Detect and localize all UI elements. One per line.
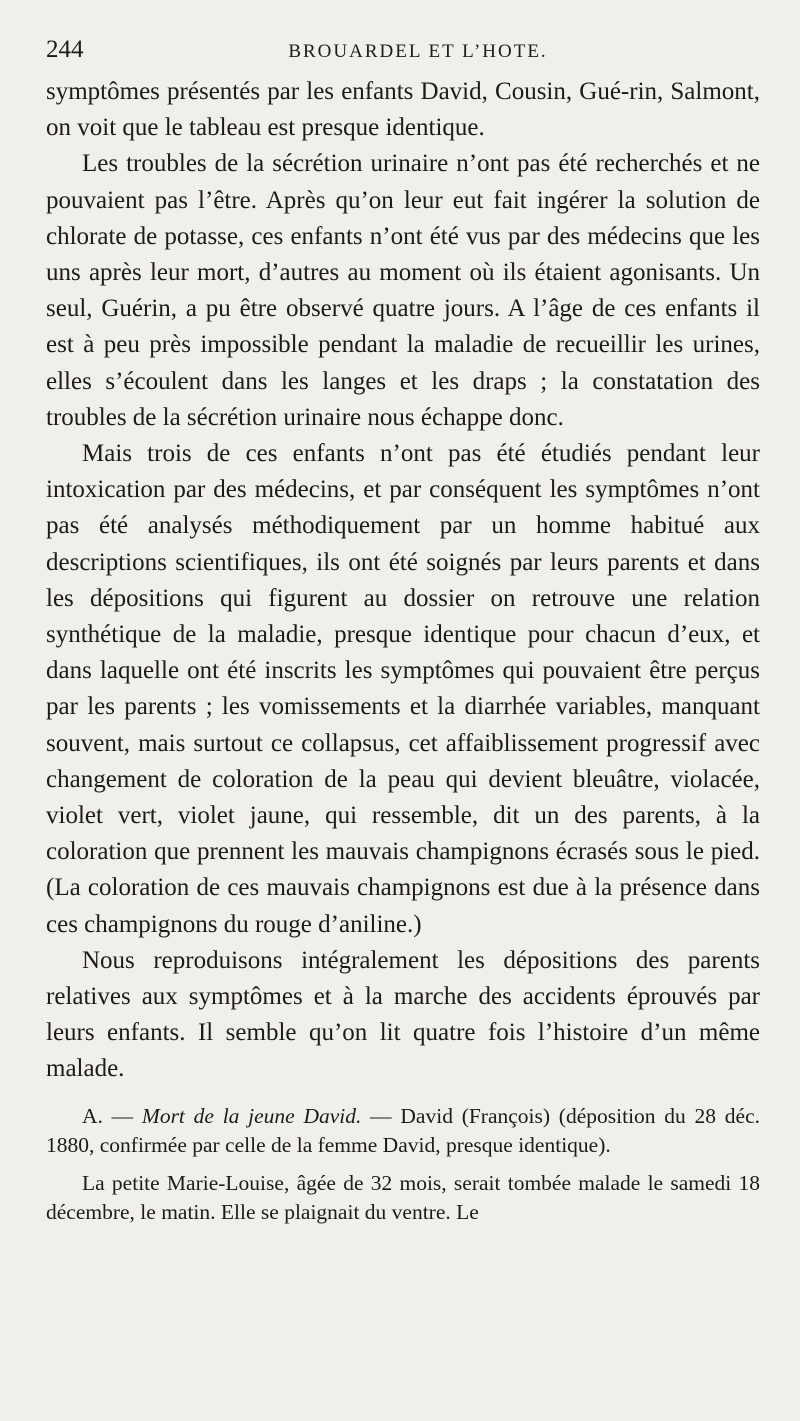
running-head: BROUARDEL ET L’HOTE. xyxy=(288,41,548,62)
paragraph-1: symptômes présentés par les enfants David, Cousin, Gué-rin, Salmont, on voit que le tableau est presque identique. xyxy=(46,78,760,142)
paragraph-4: Nous reproduisons intégralement les dépositions des parents relatives aux symptômes et à la marche des accidents éprouvés par leurs enfants. Il semble qu’on lit quatre fois l’histoire d’un même malade. xyxy=(46,946,760,1083)
section-a-label: A. — xyxy=(82,1103,134,1128)
section-a-heading xyxy=(46,1102,760,1160)
paragraph-2: Les troubles de la sécrétion urinaire n’ont pas été recherchés et ne pouvaient pas l’être. Après qu’on leur eut fait ingérer la solution de chlorate de potasse, ces enfants n’ont été vus par des médecins que les uns après leur mort, d’autres au moment où ils étaient agonisants. Un seul, Guérin, a pu être observé quatre jours. A l’âge de ces enfants il est à peu près impossible pendant la maladie de recueillir les urines, elles s’écoulent dans les langes et les draps ; la constatation des troubles de la sécrétion urinaire nous échappe donc. xyxy=(46,150,760,431)
section-a-title: Mort de la jeune David. xyxy=(141,1103,362,1128)
section-a-paragraph: La petite Marie-Louise, âgée de 32 mois, serait tombée malade le samedi 18 décembre, le matin. Elle se plaignait du ventre. Le xyxy=(46,1170,760,1224)
page xyxy=(46,36,760,1236)
paragraph-3: Mais trois de ces enfants n’ont pas été étudiés pendant leur intoxication par des médecins, et par conséquent les symptômes n’ont pas été analysés méthodiquement par un homme habitué aux descriptions scientifiques, ils ont été soignés par leurs parents et dans les dépositions qui figurent au dossier on retrouve une relation synthétique de la maladie, presque identique pour chacun d’eux, et dans laquelle ont été inscrits les symptômes qui pouvaient être perçus par les parents ; les vomissements et la diarrhée variables, manquant souvent, mais surtout ce collapsus, cet affaiblissement progressif avec changement de coloration de la peau qui devient bleuâtre, violacée, violet vert, violet jaune, qui ressemble, dit un des parents, à la coloration que prennent les mauvais champignons écrasés sous le pied. (La coloration de ces mauvais champignons est due à la présence dans ces champignons du rouge d’aniline.) xyxy=(46,440,760,938)
page-header xyxy=(46,36,760,74)
main-text xyxy=(46,74,760,1088)
section-a-rest: — David (François) (déposition du 28 déc. 1880, confirmée par celle de la femme David, presque identique). xyxy=(46,1103,761,1157)
section-a xyxy=(46,1102,760,1227)
page-number: 244 xyxy=(46,36,84,63)
